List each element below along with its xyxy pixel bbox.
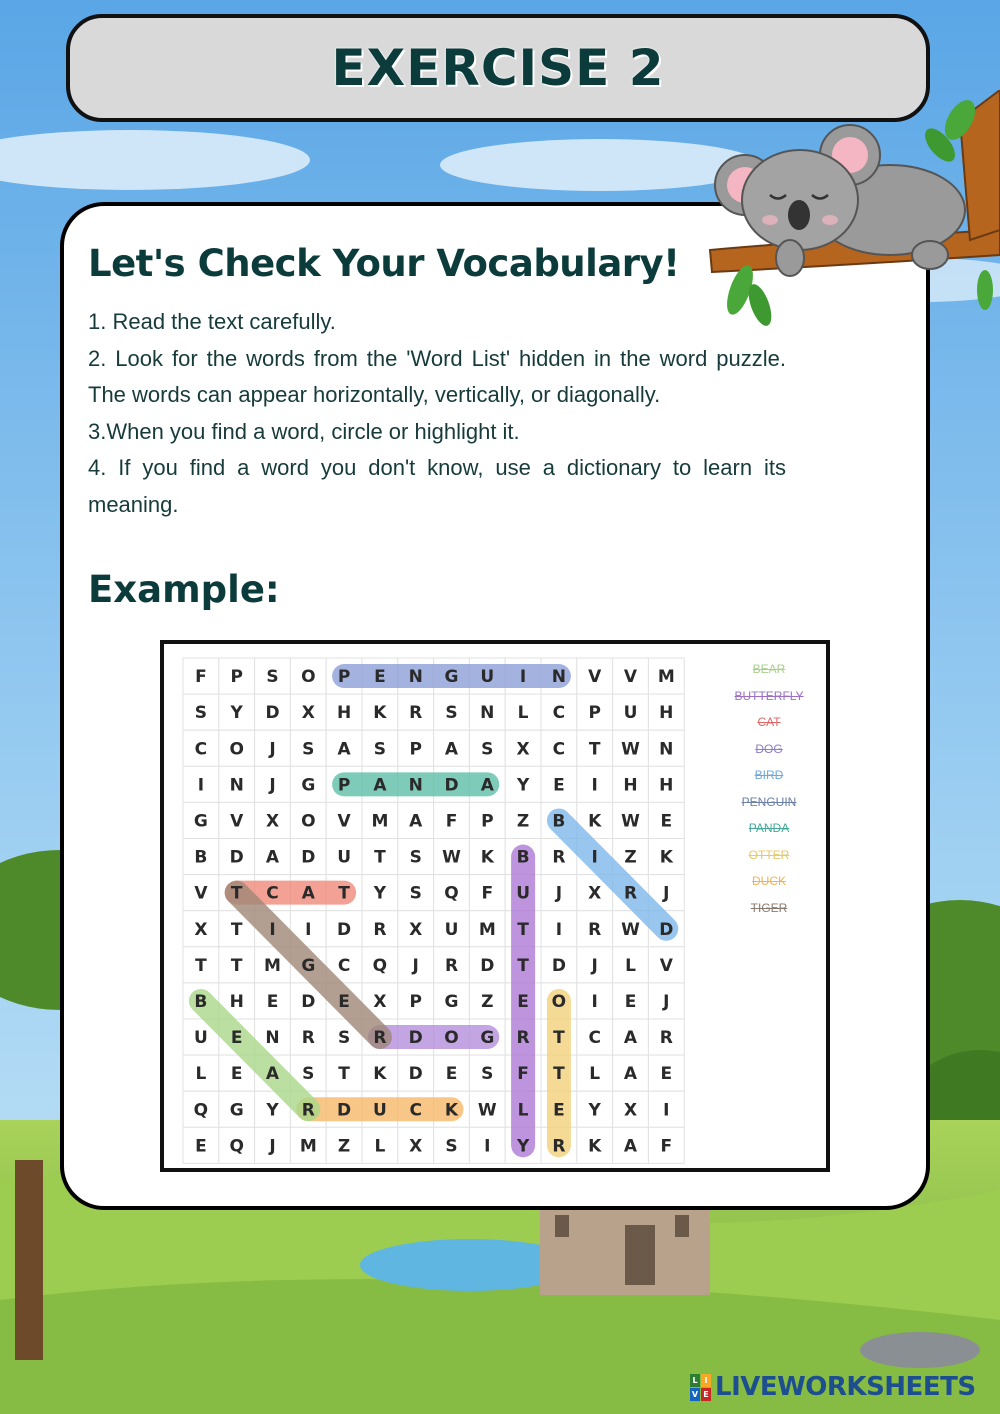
- grid-letter: A: [301, 883, 315, 904]
- grid-letter: I: [555, 919, 563, 940]
- word-list-item: BIRD: [754, 768, 784, 782]
- grid-letter: Q: [229, 1136, 244, 1157]
- grid-letter: J: [663, 991, 670, 1012]
- grid-letter: J: [555, 883, 563, 904]
- word-list: [714, 656, 824, 921]
- grid-letter: H: [229, 991, 244, 1012]
- grid-letter: T: [517, 919, 529, 940]
- grid-letter: X: [265, 811, 280, 832]
- grid-letter: U: [516, 883, 531, 904]
- grid-letter: X: [516, 739, 530, 760]
- grid-letter: C: [552, 703, 566, 724]
- grid-letter: W: [621, 919, 640, 940]
- word-list-item: DUCK: [751, 874, 786, 888]
- word-list-item: DOG: [755, 741, 783, 756]
- grid-letter: X: [301, 703, 315, 724]
- grid-letter: R: [301, 1028, 315, 1049]
- grid-letter: Z: [624, 847, 637, 868]
- grid-letter: D: [551, 955, 566, 976]
- grid-letter: S: [373, 739, 387, 760]
- grid-letter: V: [659, 955, 673, 976]
- grid-letter: V: [588, 667, 602, 688]
- grid-letter: D: [337, 919, 352, 940]
- grid-letter: G: [444, 991, 459, 1012]
- word-list-item: TIGER: [750, 900, 788, 915]
- grid-letter: S: [302, 1064, 315, 1085]
- grid-letter: S: [302, 739, 315, 760]
- grid-letter: T: [195, 955, 207, 976]
- grid-letter: T: [553, 1028, 565, 1049]
- grid-letter: A: [373, 775, 387, 796]
- grid-letter: X: [194, 919, 208, 940]
- grid-letter: R: [301, 1100, 315, 1121]
- grid-letter: E: [624, 991, 637, 1012]
- grid-letter: I: [269, 919, 276, 940]
- grid-letter: X: [409, 919, 423, 940]
- grid-letter: E: [374, 667, 386, 688]
- word-list-item: OTTER: [748, 847, 790, 862]
- grid-letter: E: [517, 991, 529, 1012]
- word-list-item: PENGUIN: [741, 794, 797, 809]
- grid-letter: L: [195, 1064, 207, 1085]
- grid-letter: O: [444, 1028, 459, 1049]
- grid-letter: E: [230, 1064, 243, 1085]
- grid-letter: D: [301, 991, 316, 1012]
- grid-letter: F: [660, 1136, 673, 1157]
- grid-letter: R: [552, 847, 566, 868]
- grid-letter: J: [269, 775, 276, 796]
- grid-letter: N: [408, 775, 423, 796]
- koala-illustration: [700, 90, 1000, 340]
- grid-letter: R: [516, 1028, 530, 1049]
- grid-letter: X: [409, 1136, 423, 1157]
- grid-letter: R: [552, 1136, 566, 1157]
- grid-letter: F: [517, 1064, 529, 1085]
- grid-letter: N: [480, 703, 495, 724]
- grid-letter: E: [553, 1100, 565, 1121]
- grid-letter: G: [193, 811, 208, 832]
- grid-letter: R: [588, 919, 602, 940]
- grid-letter: R: [373, 1028, 387, 1049]
- grid-letter: A: [337, 739, 351, 760]
- grid-letter: H: [623, 775, 638, 796]
- grid-letter: H: [659, 775, 674, 796]
- grid-letter: E: [230, 1028, 243, 1049]
- grid-letter: S: [409, 847, 422, 868]
- grid-letter: T: [230, 955, 243, 976]
- grid-letter: A: [265, 847, 280, 868]
- grid-letter: R: [373, 919, 387, 940]
- grid-letter: T: [338, 1064, 350, 1085]
- grid-letter: V: [337, 811, 351, 832]
- grid-letter: G: [301, 775, 316, 796]
- grid-letter: M: [371, 811, 389, 832]
- grid-letter: Z: [481, 991, 494, 1012]
- grid-letter: D: [659, 919, 674, 940]
- grid-letter: A: [623, 1028, 638, 1049]
- grid-letter: J: [269, 1136, 276, 1157]
- grid-letter: K: [588, 811, 602, 832]
- grid-letter: S: [337, 1028, 351, 1049]
- grid-letter: C: [588, 1028, 601, 1049]
- page-title: EXERCISE 2: [331, 39, 665, 97]
- grid-letter: K: [373, 703, 387, 724]
- grid-letter: P: [230, 667, 243, 688]
- grid-letter: R: [659, 1028, 673, 1049]
- grid-letter: E: [445, 1064, 458, 1085]
- grid-letter: S: [194, 703, 208, 724]
- grid-letter: R: [444, 955, 459, 976]
- grid-letter: N: [659, 739, 674, 760]
- instruction-1: 1. Read the text carefully.: [88, 309, 336, 334]
- grid-letter: V: [194, 883, 208, 904]
- grid-letter: I: [591, 991, 598, 1012]
- grid-letter: P: [409, 991, 422, 1012]
- grid-letter: Y: [230, 703, 243, 724]
- instruction-4: 4. If you find a word you don't know, use a dictionary to learn its meaning.: [88, 455, 786, 517]
- grid-letter: Q: [193, 1100, 209, 1121]
- grid-letter: I: [663, 1100, 670, 1121]
- section-heading: Let's Check Your Vocabulary!: [88, 242, 680, 285]
- grid-letter: P: [588, 703, 601, 724]
- grid-letter: A: [623, 1064, 638, 1085]
- grid-letter: Q: [372, 955, 388, 976]
- grid-letter: S: [445, 1136, 458, 1157]
- grid-letter: C: [194, 739, 208, 760]
- grid-letter: X: [588, 883, 602, 904]
- logo-mark-icon: L I V E: [690, 1374, 711, 1401]
- grid-letter: E: [338, 991, 350, 1012]
- grid-letter: T: [517, 955, 529, 976]
- grid-letter: J: [269, 739, 276, 760]
- grid-letter: E: [660, 811, 673, 832]
- word-list-item: BEAR: [752, 662, 786, 676]
- grid-letter: Z: [337, 1136, 351, 1157]
- example-label: Example:: [88, 568, 280, 611]
- grid-letter: U: [337, 847, 352, 868]
- grid-letter: I: [519, 667, 527, 688]
- grid-letter: I: [197, 775, 205, 796]
- grid-letter: H: [336, 703, 352, 724]
- grid-letter: K: [480, 847, 494, 868]
- liveworksheets-logo: [690, 1372, 976, 1402]
- grid-letter: O: [551, 991, 567, 1012]
- grid-letter: O: [301, 667, 316, 688]
- grid-letter: P: [337, 775, 351, 796]
- grid-letter: M: [299, 1136, 317, 1157]
- grid-letter: W: [621, 811, 640, 832]
- grid-letter: K: [659, 847, 673, 868]
- grid-letter: Y: [588, 1100, 601, 1121]
- grid-letter: U: [372, 1100, 387, 1121]
- grid-letter: N: [229, 775, 244, 796]
- grid-letter: S: [481, 1064, 494, 1085]
- grid-letter: T: [338, 883, 350, 904]
- grid-letter: B: [552, 811, 566, 832]
- grid-letter: R: [409, 703, 423, 724]
- grid-letter: Z: [516, 811, 530, 832]
- grid-letter: S: [266, 667, 279, 688]
- grid-letter: I: [305, 919, 312, 940]
- grid-letter: M: [657, 667, 675, 688]
- grid-letter: P: [409, 739, 422, 760]
- grid-letter: I: [591, 847, 598, 868]
- word-list-item: CAT: [757, 715, 781, 729]
- logo-text: LIVEWORKSHEETS: [715, 1372, 976, 1402]
- grid-letter: C: [552, 739, 566, 760]
- grid-letter: T: [553, 1064, 565, 1085]
- grid-letter: C: [409, 1100, 422, 1121]
- grid-letter: T: [230, 919, 243, 940]
- grid-letter: D: [444, 775, 459, 796]
- grid-letter: O: [301, 811, 316, 832]
- grid-letter: U: [480, 667, 495, 688]
- grid-letter: D: [480, 955, 495, 976]
- grid-letter: O: [229, 739, 244, 760]
- grid-letter: C: [337, 955, 351, 976]
- grid-letter: P: [337, 667, 351, 688]
- grid-letter: G: [301, 955, 316, 976]
- grid-letter: S: [409, 883, 422, 904]
- grid-letter: A: [623, 1136, 638, 1157]
- grid-letter: B: [516, 847, 530, 868]
- grid-letter: D: [408, 1028, 423, 1049]
- grid-letter: T: [588, 739, 601, 760]
- grid-letter: U: [623, 703, 638, 724]
- grid-letter: A: [265, 1064, 280, 1085]
- grid-letter: L: [374, 1136, 386, 1157]
- grid-letter: E: [195, 1136, 207, 1157]
- grid-letter: A: [480, 775, 494, 796]
- grid-letter: Y: [266, 1100, 279, 1121]
- grid-letter: W: [477, 1100, 497, 1121]
- grid-letter: T: [230, 883, 243, 904]
- grid-letter: U: [444, 919, 459, 940]
- grid-letter: M: [478, 919, 496, 940]
- grid-letter: H: [659, 703, 674, 724]
- grid-letter: R: [623, 883, 638, 904]
- grid-letter: K: [588, 1136, 602, 1157]
- word-list-item: PANDA: [748, 821, 790, 835]
- grid-letter: G: [444, 667, 459, 688]
- grid-letter: J: [412, 955, 419, 976]
- grid-letter: J: [663, 883, 670, 904]
- grid-letter: D: [301, 847, 316, 868]
- grid-letter: Y: [516, 1136, 530, 1157]
- grid-letter: B: [194, 991, 208, 1012]
- grid-letter: A: [409, 811, 423, 832]
- grid-letter: Y: [373, 883, 387, 904]
- grid-letter: D: [337, 1100, 352, 1121]
- grid-letter: Y: [516, 775, 530, 796]
- grid-letter: T: [374, 847, 386, 868]
- grid-letter: N: [265, 1028, 280, 1049]
- instructions: [88, 304, 786, 524]
- grid-letter: X: [623, 1100, 638, 1121]
- grid-letter: D: [408, 1064, 423, 1085]
- grid-letter: X: [373, 991, 387, 1012]
- word-list-item: BUTTERFLY: [734, 688, 804, 703]
- grid-letter: L: [589, 1064, 601, 1085]
- grid-letter: I: [484, 1136, 491, 1157]
- grid-letter: W: [442, 847, 461, 868]
- grid-letter: E: [553, 775, 565, 796]
- grid-letter: N: [408, 667, 423, 688]
- instruction-2: 2. Look for the words from the 'Word List' hidden in the word puzzle. The words can appear horizontally, vertically, or diagonally.: [88, 345, 786, 408]
- grid-letter: S: [481, 739, 494, 760]
- grid-letter: J: [591, 955, 598, 976]
- grid-letter: U: [193, 1028, 208, 1049]
- grid-letter: B: [194, 847, 208, 868]
- grid-letter: L: [625, 955, 636, 976]
- grid-letter: V: [230, 811, 244, 832]
- grid-letter: N: [551, 667, 567, 688]
- grid-letter: E: [660, 1064, 673, 1085]
- grid-letter: V: [623, 667, 638, 688]
- grid-letter: S: [445, 703, 458, 724]
- grid-letter: F: [481, 883, 494, 904]
- grid-letter: C: [266, 883, 279, 904]
- grid-letter: M: [264, 955, 281, 976]
- grid-letter: E: [266, 991, 279, 1012]
- grid-letter: G: [229, 1100, 244, 1121]
- grid-letter: D: [265, 703, 280, 724]
- grid-letter: Q: [444, 883, 459, 904]
- grid-letter: L: [517, 1100, 529, 1121]
- instruction-3: 3.When you find a word, circle or highlight it.: [88, 418, 520, 444]
- grid-letter: F: [195, 667, 207, 688]
- grid-letter: I: [591, 775, 598, 796]
- grid-letter: W: [621, 739, 640, 760]
- grid-letter: K: [373, 1064, 387, 1085]
- grid-letter: A: [444, 739, 459, 760]
- grid-letter: K: [444, 1100, 459, 1121]
- grid-letter: D: [229, 847, 244, 868]
- grid-letter: P: [481, 811, 494, 832]
- grid-letter: G: [480, 1028, 495, 1049]
- grid-letter: F: [445, 811, 458, 832]
- grid-letter: L: [517, 703, 529, 724]
